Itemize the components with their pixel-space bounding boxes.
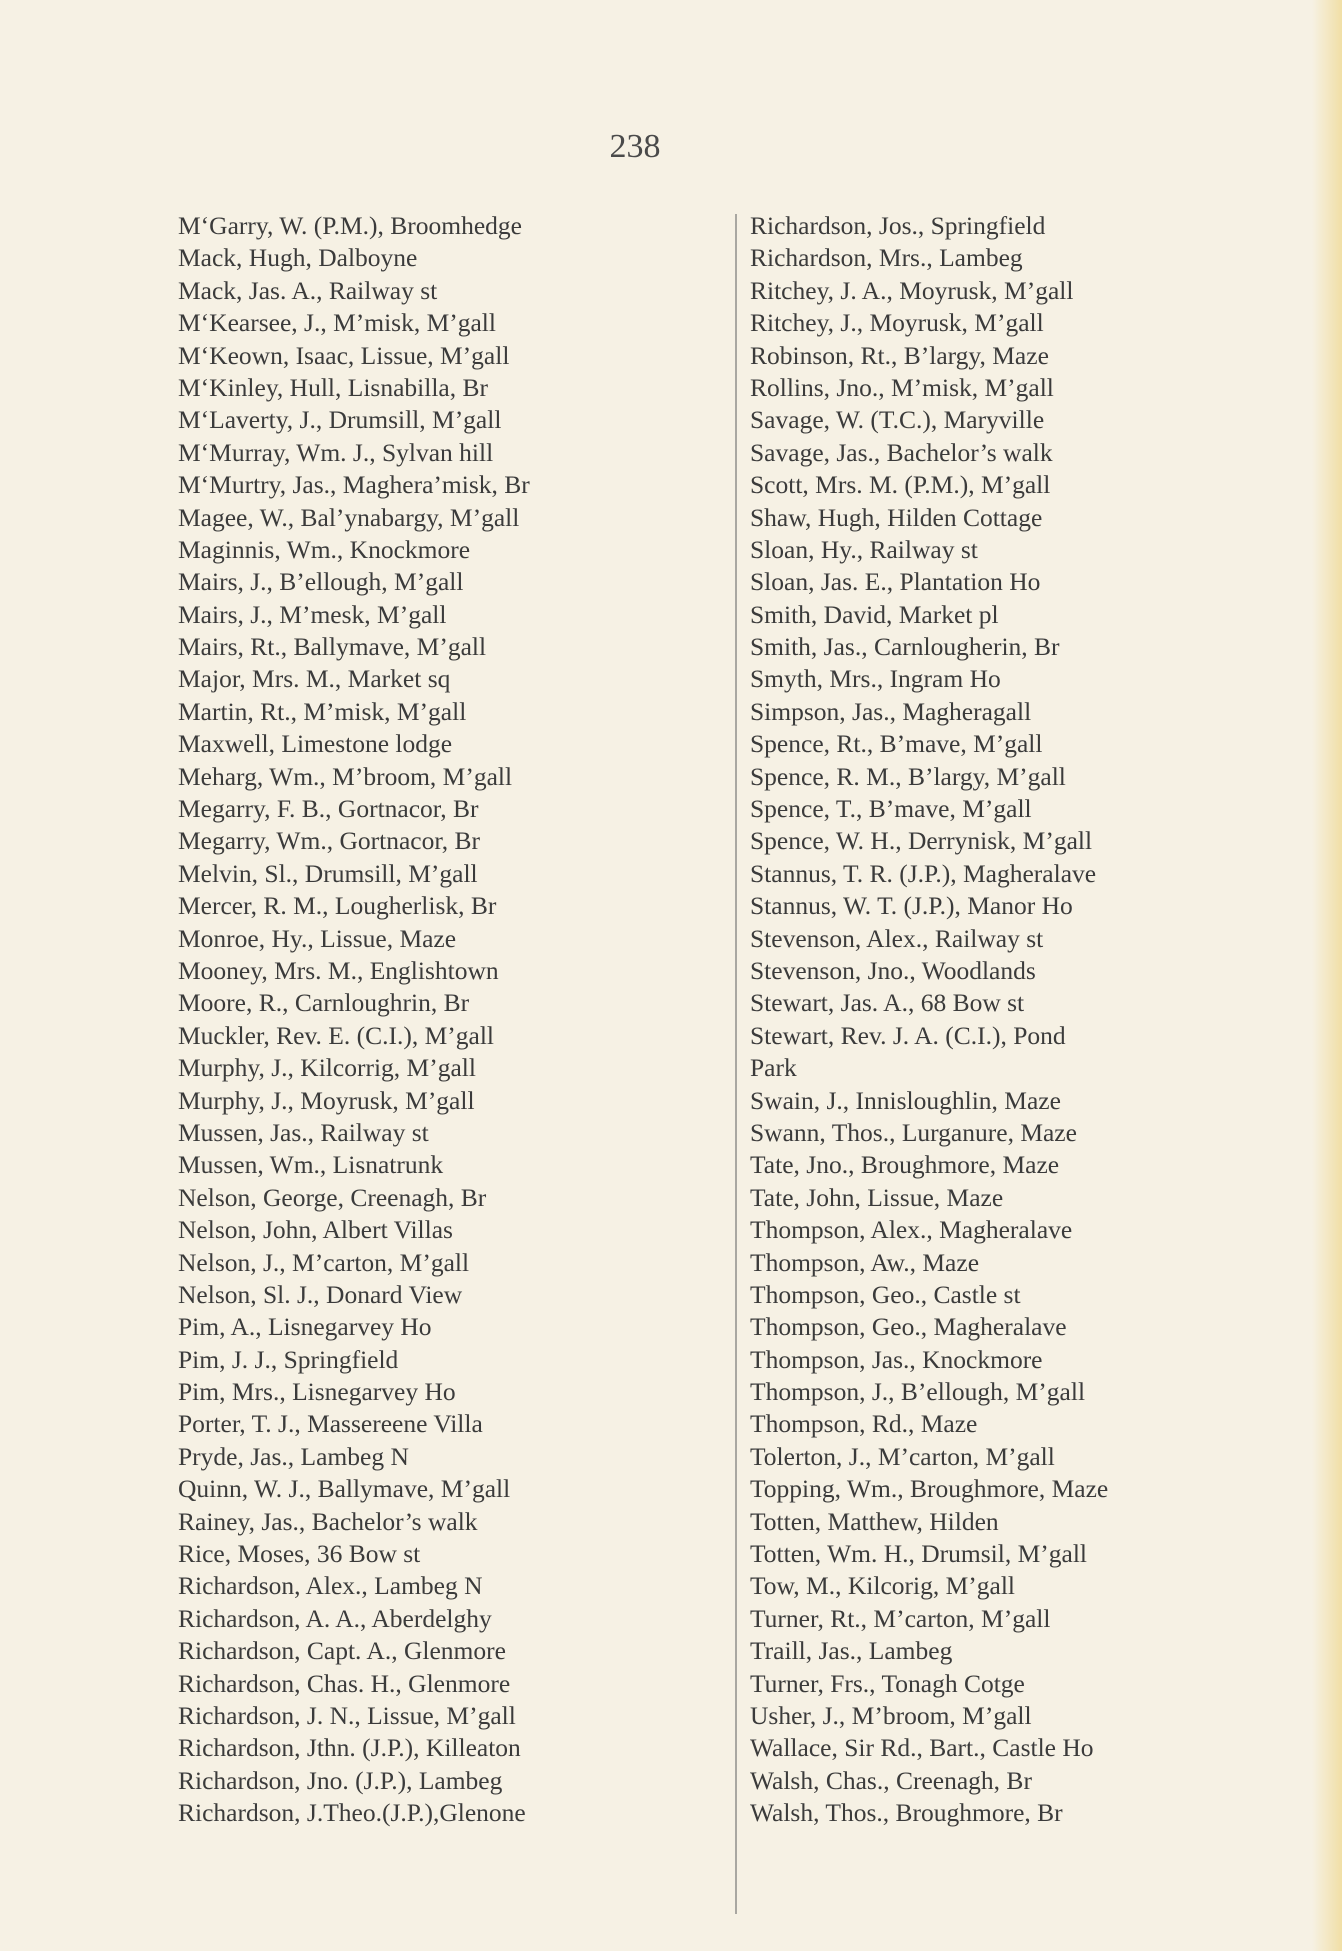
directory-entry: Turner, Rt., M’carton, M’gall bbox=[750, 1603, 1051, 1633]
directory-entry: Smyth, Mrs., Ingram Ho bbox=[750, 664, 1001, 694]
directory-entry: Rice, Moses, 36 Bow st bbox=[178, 1539, 421, 1569]
directory-entry: Meharg, Wm., M’broom, M’gall bbox=[178, 761, 513, 791]
directory-entry: Maginnis, Wm., Knockmore bbox=[178, 534, 471, 564]
directory-entry: Park bbox=[750, 1053, 797, 1083]
directory-entry: Nelson, Sl. J., Donard View bbox=[178, 1279, 463, 1309]
directory-entry: Mussen, Wm., Lisnatrunk bbox=[178, 1150, 444, 1180]
directory-entry: Shaw, Hugh, Hilden Cottage bbox=[750, 502, 1043, 532]
directory-entry: Mack, Hugh, Dalboyne bbox=[178, 243, 418, 273]
directory-entry: Totten, Wm. H., Drumsil, M’gall bbox=[750, 1539, 1088, 1569]
directory-entry: Simpson, Jas., Magheragall bbox=[750, 696, 1032, 726]
left-column bbox=[178, 210, 723, 1830]
directory-entry: Monroe, Hy., Lissue, Maze bbox=[178, 923, 457, 953]
directory-entry: Maxwell, Limestone lodge bbox=[178, 729, 453, 759]
directory-entry: Magee, W., Bal’ynabargy, M’gall bbox=[178, 502, 520, 532]
directory-entry: Savage, W. (T.C.), Maryville bbox=[750, 405, 1045, 435]
directory-entry: Sloan, Hy., Railway st bbox=[750, 534, 978, 564]
directory-entry: Richardson, Jos., Springfield bbox=[750, 211, 1046, 240]
page-edge bbox=[1312, 0, 1342, 1951]
directory-entry: Ritchey, J. A., Moyrusk, M’gall bbox=[750, 275, 1074, 305]
directory-entry: Stevenson, Jno., Woodlands bbox=[750, 955, 1036, 985]
directory-entry: Nelson, George, Creenagh, Br bbox=[178, 1182, 487, 1212]
directory-entry: Spence, T., B’mave, M’gall bbox=[750, 794, 1032, 824]
directory-entry: Mack, Jas. A., Railway st bbox=[178, 275, 438, 305]
directory-entry: Thompson, Jas., Knockmore bbox=[750, 1344, 1043, 1374]
directory-entry: Traill, Jas., Lambeg bbox=[750, 1636, 953, 1666]
directory-entry: Stannus, T. R. (J.P.), Magheralave bbox=[750, 858, 1097, 888]
directory-entry: Tate, Jno., Broughmore, Maze bbox=[750, 1150, 1060, 1180]
directory-entry: Melvin, Sl., Drumsill, M’gall bbox=[178, 858, 478, 888]
directory-entry: Smith, David, Market pl bbox=[750, 599, 999, 629]
directory-entry: Swain, J., Innisloughlin, Maze bbox=[750, 1085, 1061, 1115]
directory-entry: Turner, Frs., Tonagh Cotge bbox=[750, 1668, 1025, 1698]
directory-entry: Richardson, Capt. A., Glenmore bbox=[178, 1636, 506, 1666]
directory-entry: Richardson, Jthn. (J.P.), Killeaton bbox=[178, 1733, 521, 1763]
directory-entry: Tate, John, Lissue, Maze bbox=[750, 1182, 1004, 1212]
directory-entry: Tolerton, J., M’carton, M’gall bbox=[750, 1441, 1055, 1471]
directory-entry: Mairs, J., B’ellough, M’gall bbox=[178, 567, 464, 597]
directory-entry: Pim, A., Lisnegarvey Ho bbox=[178, 1312, 432, 1342]
directory-entry: Rollins, Jno., M’misk, M’gall bbox=[750, 372, 1054, 402]
directory-entry: Thompson, Alex., Magheralave bbox=[750, 1215, 1073, 1245]
directory-entry: Stannus, W. T. (J.P.), Manor Ho bbox=[750, 891, 1073, 921]
directory-entry: Thompson, Geo., Magheralave bbox=[750, 1312, 1067, 1342]
column-divider bbox=[735, 214, 737, 1914]
directory-entry: Smith, Jas., Carnlougherin, Br bbox=[750, 632, 1060, 662]
directory-entry: Megarry, F. B., Gortnacor, Br bbox=[178, 794, 479, 824]
directory-entry: Pim, J. J., Springfield bbox=[178, 1344, 399, 1374]
directory-entry: Spence, R. M., B’largy, M’gall bbox=[750, 761, 1066, 791]
directory-entry: M‘Garry, W. (P.M.), Broomhedge bbox=[178, 211, 522, 240]
directory-entry: Robinson, Rt., B’largy, Maze bbox=[750, 340, 1049, 370]
directory-entry: Stewart, Rev. J. A. (C.I.), Pond bbox=[750, 1020, 1066, 1050]
directory-entry: Mooney, Mrs. M., Englishtown bbox=[178, 955, 499, 985]
directory-entry: Quinn, W. J., Ballymave, M’gall bbox=[178, 1474, 511, 1504]
directory-entry: Sloan, Jas. E., Plantation Ho bbox=[750, 567, 1041, 597]
directory-entry: Thompson, Rd., Maze bbox=[750, 1409, 978, 1439]
directory-entry: M‘Keown, Isaac, Lissue, M’gall bbox=[178, 340, 510, 370]
directory-entry: Mairs, Rt., Ballymave, M’gall bbox=[178, 632, 487, 662]
directory-entry: Tow, M., Kilcorig, M’gall bbox=[750, 1571, 1015, 1601]
directory-entry: Martin, Rt., M’misk, M’gall bbox=[178, 696, 467, 726]
directory-entry: Muckler, Rev. E. (C.I.), M’gall bbox=[178, 1020, 494, 1050]
directory-entry: M‘Murtry, Jas., Maghera’misk, Br bbox=[178, 470, 530, 500]
directory-entry: Richardson, Mrs., Lambeg bbox=[750, 243, 1023, 273]
directory-entry: Ritchey, J., Moyrusk, M’gall bbox=[750, 308, 1044, 338]
directory-entry: Moore, R., Carnloughrin, Br bbox=[178, 988, 470, 1018]
directory-entry: Mussen, Jas., Railway st bbox=[178, 1117, 429, 1147]
directory-entry: Topping, Wm., Broughmore, Maze bbox=[750, 1474, 1109, 1504]
directory-entry: Thompson, Geo., Castle st bbox=[750, 1279, 1021, 1309]
directory-entry: Major, Mrs. M., Market sq bbox=[178, 664, 451, 694]
directory-entry: Nelson, John, Albert Villas bbox=[178, 1215, 453, 1245]
directory-entry: Rainey, Jas., Bachelor’s walk bbox=[178, 1506, 478, 1536]
directory-entry: Murphy, J., Kilcorrig, M’gall bbox=[178, 1053, 476, 1083]
directory-entry: Richardson, J.Theo.(J.P.),Glenone bbox=[178, 1798, 526, 1828]
directory-entry: Spence, W. H., Derrynisk, M’gall bbox=[750, 826, 1093, 856]
directory-entry: Usher, J., M’broom, M’gall bbox=[750, 1700, 1032, 1730]
page-number: 238 bbox=[609, 128, 661, 165]
directory-entry: Swann, Thos., Lurganure, Maze bbox=[750, 1117, 1077, 1147]
directory-entry: M‘Murray, Wm. J., Sylvan hill bbox=[178, 437, 494, 467]
directory-entry: Mairs, J., M’mesk, M’gall bbox=[178, 599, 447, 629]
directory-entry: Spence, Rt., B’mave, M’gall bbox=[750, 729, 1043, 759]
directory-entry: Richardson, J. N., Lissue, M’gall bbox=[178, 1700, 516, 1730]
directory-entry: Megarry, Wm., Gortnacor, Br bbox=[178, 826, 481, 856]
directory-entry: Nelson, J., M’carton, M’gall bbox=[178, 1247, 470, 1277]
directory-entry: Porter, T. J., Massereene Villa bbox=[178, 1409, 483, 1439]
directory-entry: Wallace, Sir Rd., Bart., Castle Ho bbox=[750, 1733, 1094, 1763]
right-column bbox=[750, 210, 1305, 1830]
directory-entry: M‘Kearsee, J., M’misk, M’gall bbox=[178, 308, 496, 338]
directory-entry: M‘Laverty, J., Drumsill, M’gall bbox=[178, 405, 502, 435]
directory-entry: Totten, Matthew, Hilden bbox=[750, 1506, 999, 1536]
directory-entry: Savage, Jas., Bachelor’s walk bbox=[750, 437, 1053, 467]
directory-entry: Pryde, Jas., Lambeg N bbox=[178, 1441, 409, 1471]
directory-entry: Walsh, Chas., Creenagh, Br bbox=[750, 1765, 1032, 1795]
directory-entry: Stewart, Jas. A., 68 Bow st bbox=[750, 988, 1025, 1018]
directory-entry: Walsh, Thos., Broughmore, Br bbox=[750, 1798, 1063, 1828]
directory-entry: Thompson, J., B’ellough, M’gall bbox=[750, 1377, 1086, 1407]
directory-entry: Richardson, A. A., Aberdelghy bbox=[178, 1603, 492, 1633]
directory-entry: Scott, Mrs. M. (P.M.), M’gall bbox=[750, 470, 1051, 500]
directory-entry: Stevenson, Alex., Railway st bbox=[750, 923, 1044, 953]
directory-entry: Richardson, Chas. H., Glenmore bbox=[178, 1668, 511, 1698]
directory-entry: Mercer, R. M., Lougherlisk, Br bbox=[178, 891, 497, 921]
directory-entry: Richardson, Jno. (J.P.), Lambeg bbox=[178, 1765, 503, 1795]
directory-entry: Pim, Mrs., Lisnegarvey Ho bbox=[178, 1377, 456, 1407]
directory-entry: Thompson, Aw., Maze bbox=[750, 1247, 980, 1277]
directory-entry: Richardson, Alex., Lambeg N bbox=[178, 1571, 483, 1601]
directory-entry: Murphy, J., Moyrusk, M’gall bbox=[178, 1085, 475, 1115]
directory-entry: M‘Kinley, Hull, Lisnabilla, Br bbox=[178, 372, 488, 402]
